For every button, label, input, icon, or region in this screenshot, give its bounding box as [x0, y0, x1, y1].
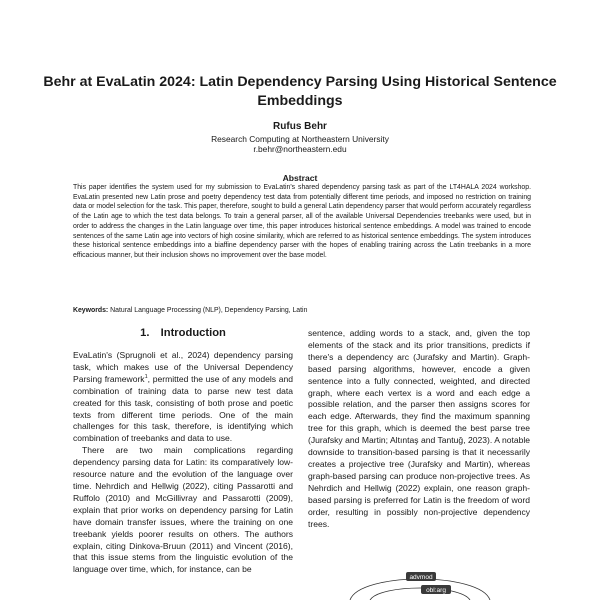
paragraph-text: , permitted the use of any models and combination of training data to parse new test data created for this task, consisting of both prose and poetic texts from different time periods. One of the main challenges for this task, therefore, is identifying which combination of treebanks and data to use. [73, 373, 294, 444]
keywords-label: Keywords: [73, 307, 109, 314]
dependency-arc [350, 579, 490, 600]
section-heading: 1. Introduction [140, 327, 226, 339]
paragraph: There are two main complications regarding dependency parsing data for Latin: its comparatively low-resource nature and the evolution of the language over time. Nehrdich and Hellwig (2022), citing Passarotti and Ruffolo (2010) and McGillivray and Passarotti (2009), explain that prior works on dependency parsing for Latin have domain transfer issues, where the training on one treebank yields poorer results on others. The authors explain, citing Dinkova-Bruun (2011) and Vincent (2016), that this issue stems from the linguistic evolution of the language over time, which, for instance, can be [73, 445, 293, 575]
keywords-text: Natural Language Processing (NLP), Dependency Parsing, Latin [110, 307, 308, 314]
right-column [308, 328, 530, 530]
author-email: r.behr@northeastern.edu [253, 144, 347, 154]
left-column [73, 350, 293, 576]
dependency-label: obl:arg [426, 587, 446, 594]
footnote-marker: 1 [144, 373, 148, 380]
abstract-heading: Abstract [282, 173, 318, 183]
dependency-arc [370, 588, 470, 600]
author-affiliation: Research Computing at Northeastern University [211, 134, 389, 144]
paper-title: Behr at EvaLatin 2024: Latin Dependency Parsing Using Historical Sentence Embeddings [43, 74, 557, 109]
dependency-label: advmod [409, 574, 433, 581]
paragraph-text: EvaLatin's (Sprugnoli et al., 2024) dependency parsing task, which makes use of the Universal Dependency Parsing framework [73, 350, 293, 384]
abstract-text: This paper identifies the system used for my submission to EvaLatin's shared dependency parsing task as part of the LT4HALA 2024 workshop. EvaLatin presented new Latin prose and poetry dependency test data from potentially different time periods, and imposed no restriction on training data or model selection for the task. This paper, therefore, sought to build a general Latin dependency parser that would perform accurately regardless of the Latin age to which the test data belongs. To train a general parser, all of the available Universal Dependencies treebanks were used, but in order to address the changes in the Latin language over time, this paper introduces historical sentence embeddings. A model was trained to encode sentences of the same Latin age into vectors of high cosine similarity, which are referred to as historical sentence embeddings. The system introduces these historical sentence embeddings into a biaffine dependency parser with the hopes of enabling training across the Latin treebanks in a more efficacious manner, but their inclusion shows no improvement over the base model. [73, 184, 531, 259]
paragraph: sentence, adding words to a stack, and, given the top elements of the stack and its prior transitions, predicts if there's a dependency arc (Jurafsky and Martin). Graph-based parsing algorithms, however, encode a given sentence into a fully connected, weighted, and directed graph, where each vertex is a word and each edge a possible relation, and the parser then assigns scores for each edge. Afterwards, they find the maximum spanning tree for this graph, which is deemed the best parse tree (Jurafsky and Martin; Altıntaş and Tantuğ, 2023). A notable downside to transition-based parsing is that it necessarily creates a projective tree (Jurafsky and Martin), whereas graph-based parsing can produce non-projective trees. As Nehrdich and Hellwig (2022) explain, one reason graph-based parsing is preferred for Latin is the freedom of word order, resulting in possibly non-projective dependency trees. [308, 328, 530, 529]
dependency-tree-figure [340, 562, 500, 600]
keywords [73, 306, 531, 316]
paragraph [73, 350, 293, 445]
author-name: Rufus Behr [273, 121, 327, 132]
